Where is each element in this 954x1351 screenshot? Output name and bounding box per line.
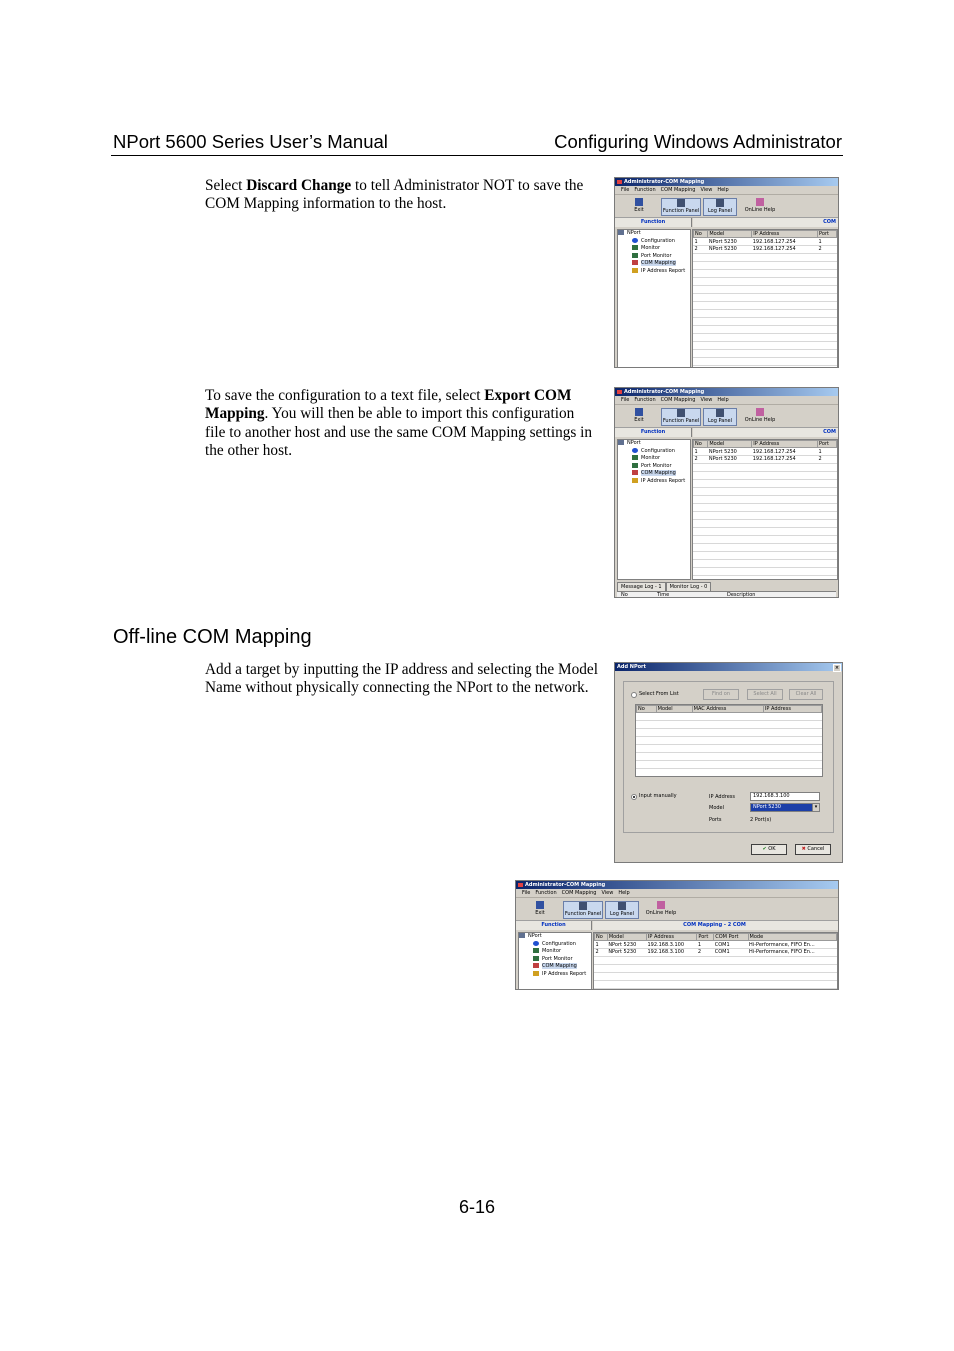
table-cell: 2 [694, 245, 698, 252]
menu-view[interactable]: View [700, 397, 713, 403]
nport-list-table [636, 705, 822, 713]
table-cell: 1 [595, 941, 599, 948]
toolbar [516, 898, 838, 921]
menu-bar [615, 186, 838, 195]
table-cell: Hi-Performance, FIFO En... [749, 941, 815, 948]
exit-button[interactable]: Exit [629, 198, 649, 214]
screenshot-com-mapping-2 [614, 387, 839, 598]
function-panel-button[interactable]: Function Panel [661, 198, 701, 216]
table-cell: 2 [818, 245, 822, 252]
ip-address-label: IP Address [709, 794, 735, 800]
table-cell: NPort 5230 [708, 245, 737, 252]
ip-report-icon [533, 971, 539, 976]
ip-report-icon [632, 268, 638, 273]
function-header: Function [516, 921, 592, 930]
menu-file[interactable]: File [621, 397, 630, 403]
monitor-icon [632, 455, 638, 460]
table-cell: 192.168.127.254 [752, 245, 796, 252]
menu-help[interactable]: Help [717, 187, 729, 193]
col-port[interactable]: Port [697, 934, 714, 941]
log-panel-button[interactable]: Log Panel [703, 198, 737, 216]
table-row[interactable] [595, 948, 837, 955]
app-icon [518, 883, 523, 887]
col-model[interactable]: Model [607, 934, 646, 941]
function-header: Function [615, 428, 692, 437]
model-select[interactable]: NPort 5230 ▾ [750, 803, 820, 812]
window-title-bar [615, 388, 838, 396]
col-no[interactable]: No [694, 231, 708, 238]
log-panel-button[interactable]: Log Panel [605, 901, 639, 919]
com-mapping-icon [632, 260, 638, 265]
menu-bar [615, 396, 838, 405]
table-header-row [595, 934, 837, 941]
dialog-title: Add NPort [617, 664, 646, 670]
tree-node-monitor[interactable]: Monitor [618, 245, 690, 253]
screenshot-com-mapping-3 [515, 880, 839, 990]
col-model[interactable]: Model [708, 441, 752, 448]
table-cell: 2 [595, 948, 599, 955]
menu-view[interactable]: View [601, 890, 614, 896]
table-cell: COM1 [714, 941, 730, 948]
select-from-list-label: Select From List [639, 691, 679, 697]
tree-node-com-mapping[interactable]: COM Mapping [618, 470, 690, 478]
online-help-button[interactable]: OnLine Help [743, 408, 777, 424]
nport-list [635, 704, 823, 777]
model-label: Model [709, 805, 725, 811]
nport-icon [519, 933, 525, 938]
check-icon: ✔ [762, 846, 767, 852]
menu-com-mapping[interactable]: COM Mapping [660, 397, 696, 403]
help-icon [657, 901, 665, 909]
text-run: Select [205, 177, 247, 194]
page-number: 6-16 [458, 1197, 496, 1217]
table-cell: NPort 5230 [708, 448, 737, 455]
log-panel-icon [716, 199, 724, 207]
section-title: Off-line COM Mapping [113, 626, 312, 648]
com-mapping-icon [533, 963, 539, 968]
col-port[interactable]: Port [818, 231, 837, 238]
menu-file[interactable]: File [621, 187, 630, 193]
nport-icon [618, 440, 624, 445]
ports-value: 2 Port(s) [750, 817, 772, 823]
menu-help[interactable]: Help [717, 397, 729, 403]
port-monitor-icon [533, 956, 539, 961]
exit-icon [635, 198, 643, 206]
table-cell: 1 [818, 238, 822, 245]
log-table-header [617, 591, 836, 597]
add-nport-dialog [614, 662, 843, 863]
tree-node-com-mapping[interactable]: COM Mapping [519, 963, 591, 971]
table-cell: NPort 5230 [708, 455, 737, 462]
com-header: COM [693, 218, 838, 227]
com-mapping-table [594, 933, 837, 955]
menu-view[interactable]: View [700, 187, 713, 193]
chevron-down-icon[interactable]: ▾ [812, 804, 819, 811]
table-row[interactable] [694, 455, 837, 462]
window-title-bar [615, 178, 838, 186]
table-cell: 1 [697, 941, 702, 948]
col-no[interactable]: No [694, 441, 708, 448]
text-run: To save the configuration to a text file, select [205, 387, 485, 404]
table-cell: 1 [694, 238, 698, 245]
table-cell: NPort 5230 [608, 941, 637, 948]
function-panel-button[interactable]: Function Panel [563, 901, 603, 919]
toolbar [615, 405, 838, 428]
menu-help[interactable]: Help [618, 890, 630, 896]
function-panel-icon [579, 902, 587, 910]
input-manually-label: Input manually [639, 793, 677, 799]
tree-node-monitor[interactable]: Monitor [519, 948, 591, 956]
table-cell: 192.168.3.100 [647, 948, 685, 955]
tree-node-nport[interactable]: NPort [519, 933, 591, 941]
paragraph-export-com-mapping [205, 387, 597, 461]
menu-bar [516, 889, 838, 898]
log-panel-icon [716, 409, 724, 417]
help-icon [756, 198, 764, 206]
tree-node-configuration[interactable]: Configuration [618, 238, 690, 246]
ports-label: Ports [709, 817, 722, 823]
log-col-no[interactable]: No [621, 592, 628, 598]
tree-node-com-mapping[interactable]: COM Mapping [618, 260, 690, 268]
exit-icon [536, 901, 544, 909]
tree-node-port-monitor[interactable]: Port Monitor [618, 463, 690, 471]
info-icon [632, 448, 638, 453]
col-mode[interactable]: Mode [748, 934, 836, 941]
table-row[interactable] [694, 245, 837, 252]
table-header-row [694, 441, 837, 448]
monitor-icon [533, 948, 539, 953]
tab-message-log[interactable]: Message Log - 1 [617, 582, 666, 591]
function-panel-icon [677, 199, 685, 207]
help-icon [756, 408, 764, 416]
list-col-model[interactable]: Model [656, 706, 692, 713]
input-manually-radio[interactable] [631, 794, 637, 800]
table-cell: COM1 [714, 948, 730, 955]
table-cell: 192.168.127.254 [752, 238, 796, 245]
tree-node-nport[interactable]: NPort [618, 230, 690, 238]
col-port[interactable]: Port [818, 441, 837, 448]
table-cell: 192.168.3.100 [647, 941, 685, 948]
nport-icon [618, 230, 624, 235]
close-icon[interactable]: × [834, 665, 840, 671]
ip-report-icon [632, 478, 638, 483]
menu-com-mapping[interactable]: COM Mapping [660, 187, 696, 193]
exit-button[interactable]: Exit [530, 901, 550, 917]
col-ip-address[interactable]: IP Address [752, 231, 818, 238]
cross-icon: ✖ [801, 846, 806, 852]
list-col-mac-address[interactable]: MAC Address [692, 706, 763, 713]
log-col-description[interactable]: Description [727, 592, 756, 598]
menu-function[interactable]: Function [634, 187, 656, 193]
tree-node-port-monitor[interactable]: Port Monitor [519, 956, 591, 964]
paragraph-discard-change [205, 177, 590, 214]
info-icon [533, 941, 539, 946]
table-cell: 2 [697, 948, 702, 955]
com-header: COM Mapping - 2 COM [593, 921, 838, 930]
app-icon [617, 180, 622, 184]
online-help-button[interactable]: OnLine Help [644, 901, 678, 917]
clear-all-button[interactable]: Clear All [789, 689, 823, 700]
list-header-row [637, 706, 822, 713]
text-run: Add a target by inputting the IP address and selecting the Model Name without physically connecting the NPort to the network. [205, 661, 598, 697]
exit-icon [635, 408, 643, 416]
cancel-button[interactable]: ✖ Cancel [795, 844, 831, 855]
window-title: Administrator-COM Mapping [525, 882, 606, 888]
table-row[interactable] [694, 238, 837, 246]
window-title: Administrator-COM Mapping [624, 179, 705, 185]
function-tree [518, 932, 592, 990]
log-tabs [617, 582, 711, 591]
table-cell: 2 [694, 455, 698, 462]
table-cell: Hi-Performance, FIFO En... [749, 948, 815, 955]
bold-term: Export COM Mapping [205, 387, 572, 423]
running-header-right: Configuring Windows Administrator [554, 131, 842, 152]
col-ip-address[interactable]: IP Address [646, 934, 696, 941]
com-mapping-grid [692, 439, 838, 580]
table-cell: 1 [818, 448, 822, 455]
text-run: . You will then be able to import this configuration file to another host and use the same COM Mapping settings in the other host. [205, 405, 593, 460]
table-cell: 192.168.127.254 [752, 448, 796, 455]
menu-com-mapping[interactable]: COM Mapping [561, 890, 597, 896]
tree-node-configuration[interactable]: Configuration [519, 941, 591, 949]
function-tree [617, 439, 691, 580]
select-all-button[interactable]: Select All [747, 689, 783, 700]
table-cell: 1 [694, 448, 698, 455]
function-header: Function [615, 218, 692, 227]
exit-button[interactable]: Exit [629, 408, 649, 424]
tree-node-configuration[interactable]: Configuration [618, 448, 690, 456]
menu-file[interactable]: File [522, 890, 531, 896]
col-ip-address[interactable]: IP Address [752, 441, 818, 448]
function-panel-button[interactable]: Function Panel [661, 408, 701, 426]
select-from-list-radio[interactable] [631, 692, 637, 698]
tree-node-nport[interactable]: NPort [618, 440, 690, 448]
log-panel-icon [618, 902, 626, 910]
col-com-port[interactable]: COM Port [714, 934, 748, 941]
table-row[interactable] [595, 941, 837, 949]
tree-node-monitor[interactable]: Monitor [618, 455, 690, 463]
tab-monitor-log[interactable]: Monitor Log - 0 [666, 582, 712, 591]
com-mapping-table [693, 230, 837, 252]
window-title: Administrator-COM Mapping [624, 389, 705, 395]
text-run: to tell Administrator NOT to save the COM Mapping information to the host. [205, 177, 584, 213]
menu-function[interactable]: Function [535, 890, 557, 896]
monitor-icon [632, 245, 638, 250]
port-monitor-icon [632, 463, 638, 468]
col-no[interactable]: No [595, 934, 608, 941]
com-mapping-grid [692, 229, 838, 368]
table-header-row [694, 231, 837, 238]
info-icon [632, 238, 638, 243]
function-tree [617, 229, 691, 368]
table-cell: 2 [818, 455, 822, 462]
find-on-button[interactable]: Find on [703, 689, 739, 700]
com-mapping-table [693, 440, 837, 462]
header-rule [111, 155, 843, 156]
com-mapping-icon [632, 470, 638, 475]
col-model[interactable]: Model [708, 231, 752, 238]
window-title-bar [516, 881, 838, 889]
menu-function[interactable]: Function [634, 397, 656, 403]
port-monitor-icon [632, 253, 638, 258]
tree-node-ip-address-report[interactable]: IP Address Report [618, 268, 690, 276]
com-mapping-grid [593, 932, 838, 990]
list-col-no[interactable]: No [637, 706, 657, 713]
tree-node-port-monitor[interactable]: Port Monitor [618, 253, 690, 261]
tree-node-ip-address-report[interactable]: IP Address Report [519, 971, 591, 979]
ip-address-input[interactable]: 192.168.3.100 [750, 792, 820, 801]
online-help-button[interactable]: OnLine Help [743, 198, 777, 214]
function-panel-icon [677, 409, 685, 417]
paragraph-offline-mapping [205, 661, 600, 698]
toolbar [615, 195, 838, 218]
table-cell: 192.168.127.254 [752, 455, 796, 462]
com-header: COM [693, 428, 838, 437]
app-icon [617, 390, 622, 394]
table-cell: NPort 5230 [708, 238, 737, 245]
screenshot-com-mapping-1 [614, 177, 839, 368]
dialog-title-bar [615, 663, 842, 671]
running-header-left: NPort 5600 Series User’s Manual [113, 131, 388, 152]
list-col-ip-address[interactable]: IP Address [763, 706, 821, 713]
table-cell: NPort 5230 [608, 948, 637, 955]
tree-node-ip-address-report[interactable]: IP Address Report [618, 478, 690, 486]
log-panel-button[interactable]: Log Panel [703, 408, 737, 426]
ok-button[interactable]: ✔ OK [751, 844, 787, 855]
bold-term: Discard Change [246, 177, 352, 194]
table-row[interactable] [694, 448, 837, 456]
log-col-time[interactable]: Time [657, 592, 670, 598]
